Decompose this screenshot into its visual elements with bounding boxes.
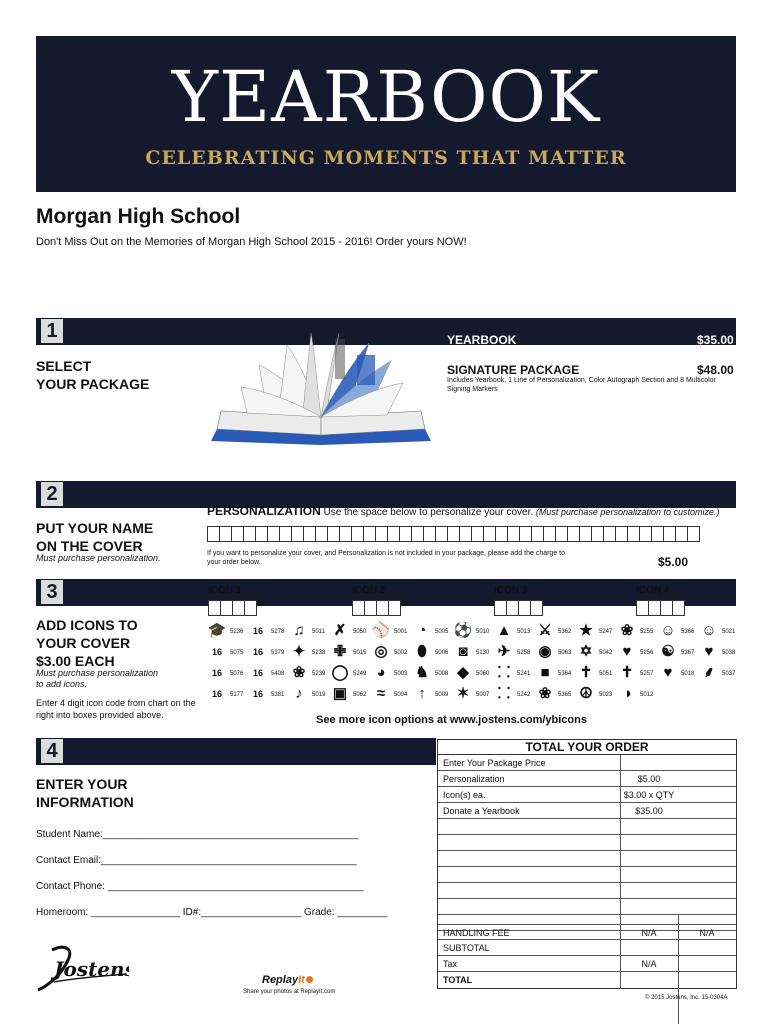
- section-2-note: Must purchase personalization.: [36, 553, 161, 563]
- section-3-heading-line2: YOUR COVER: [36, 635, 131, 651]
- icon-chart-entry: [289, 664, 335, 682]
- icon-chart-entry: [330, 643, 376, 661]
- icon-chart-entry: [494, 643, 540, 661]
- banner-subtitle: CELEBRATING MOMENTS THAT MATTER: [145, 147, 627, 169]
- icon-3-code-boxes[interactable]: [494, 600, 542, 616]
- svg-text:Jostens: Jostens: [54, 957, 129, 981]
- order-total-table: [437, 739, 737, 989]
- icon-code: 5062: [353, 692, 367, 698]
- icon-code: 5008: [435, 671, 449, 677]
- section-1-heading-line1: SELECT: [36, 358, 92, 374]
- order-row-donate[interactable]: [438, 803, 736, 819]
- 2016-year-icon: 16: [252, 647, 263, 657]
- icon-chart-entry: [494, 664, 540, 682]
- signature-package-price: $48.00: [697, 363, 734, 377]
- order-row-package[interactable]: [438, 755, 736, 771]
- personalization-fine-print: If you want to personalize your cover, and Personalization is not included in your package, please add the charge to your order below.: [207, 550, 566, 566]
- icon-chart-entry: [576, 664, 622, 682]
- order-row-personalization[interactable]: [438, 771, 736, 787]
- icon-code: 5011: [312, 629, 325, 635]
- icon-code: 5042: [599, 650, 613, 656]
- icon-chart-entry: [699, 664, 745, 682]
- order-row-blank[interactable]: [438, 867, 736, 883]
- subtotal-label: SUBTOTAL: [443, 943, 490, 953]
- icon-chart-entry: [412, 685, 458, 703]
- order-row-label: Personalization: [443, 774, 505, 784]
- icon-chart-entry: [207, 643, 253, 661]
- yin-yang-icon: ☯: [661, 643, 675, 660]
- signature-package-label: SIGNATURE PACKAGE: [447, 363, 580, 377]
- icon-chart-entry: [371, 622, 417, 640]
- icon-chart-entry: [699, 643, 745, 661]
- icon-1-label: ICON 1: [208, 585, 242, 596]
- section-4-number: 4: [41, 739, 63, 763]
- school-name: Morgan High School: [36, 205, 241, 228]
- section-1-heading: [36, 357, 149, 393]
- peace-sign-icon: ☮: [579, 685, 593, 702]
- icon-code: 5258: [517, 650, 531, 656]
- order-row-label: Enter Your Package Price: [443, 758, 546, 768]
- icon-code: 5012: [640, 692, 654, 698]
- icon-chart-entry: [617, 664, 663, 682]
- icon-chart-entry: [289, 622, 335, 640]
- icon-code: 5018: [681, 671, 695, 677]
- baseball-icon: ⚾: [371, 622, 391, 639]
- icon-chart-entry: [412, 643, 458, 661]
- icon-chart-entry: [699, 622, 745, 640]
- section-2-heading-line2: ON THE COVER: [36, 538, 143, 554]
- order-table-title: TOTAL YOUR ORDER: [438, 740, 736, 755]
- icon-code: 5003: [394, 671, 408, 677]
- personalization-hint: Use the space below to personalize your cover.: [323, 507, 534, 518]
- cheerleader-icon: ❀: [292, 664, 306, 681]
- copyright: © 2015 Jostens, Inc. 15-0304A: [645, 995, 728, 1001]
- replayit-brand: Replay: [262, 974, 299, 986]
- yearbook-banner: [36, 36, 736, 192]
- icon-chart-entry: [289, 643, 335, 661]
- icon-chart-entry: [576, 685, 622, 703]
- icon-price: $3.00 EACH: [36, 653, 115, 669]
- order-row-icons[interactable]: [438, 787, 736, 803]
- 2016-year-icon: 16: [252, 668, 263, 678]
- section-2-number: 2: [41, 482, 63, 506]
- football-helmet-icon: ◕: [376, 664, 386, 681]
- icon-chart-entry: [658, 643, 704, 661]
- icon-code: 5038: [722, 650, 736, 656]
- icon-code: 5023: [599, 692, 613, 698]
- volleyball-icon: ◔: [417, 622, 427, 639]
- tiger-icon: ◉: [538, 643, 552, 660]
- order-row-blank[interactable]: [438, 883, 736, 899]
- order-row-value: $3.00 x QTY: [623, 790, 675, 800]
- icon-chart-entry: [371, 643, 417, 661]
- section-4-heading-line1: ENTER YOUR: [36, 776, 128, 792]
- icon-chart-entry: [453, 664, 499, 682]
- section-3-number: 3: [41, 580, 63, 604]
- icon-code: 5005: [435, 629, 449, 635]
- personalization-character-boxes[interactable]: [207, 526, 699, 542]
- paw-print-icon: ⸬: [497, 664, 511, 681]
- section-1-heading-line2: YOUR PACKAGE: [36, 376, 150, 392]
- 2016-year-icon: 16: [211, 689, 222, 699]
- icon-chart-entry: [207, 622, 253, 640]
- handling-fee-value-2: N/A: [699, 928, 715, 938]
- icon-chart-entry: [658, 622, 704, 640]
- replayit-brand-accent: It: [298, 974, 305, 986]
- heart-icon: ♥: [663, 664, 673, 681]
- cross-icon: ✝: [620, 664, 634, 681]
- handling-fee-value: N/A: [641, 928, 657, 938]
- horse-icon: ♞: [415, 664, 429, 681]
- icon-code: 5076: [230, 671, 244, 677]
- order-row-label: Icon(s) ea.: [443, 790, 486, 800]
- section-4-bar: [36, 738, 436, 765]
- bear-icon: ■: [540, 664, 550, 681]
- icon-code: 5050: [353, 629, 367, 635]
- yearbook-option-price: $35.00: [697, 333, 734, 347]
- section-1-number: 1: [41, 319, 63, 343]
- icon-code: 5015: [353, 650, 367, 656]
- icon-code: 5130: [476, 650, 490, 656]
- personalization-instructions: [207, 504, 720, 518]
- icon-3-label: ICON 3: [494, 585, 528, 596]
- camera-icon: ▣: [332, 685, 348, 702]
- icon-code: 5365: [558, 692, 572, 698]
- icon-code: 5021: [722, 629, 736, 635]
- contact-phone-field[interactable]: Contact Phone: ______________________________________________: [36, 881, 364, 892]
- 2016-year-icon: 16: [252, 689, 263, 699]
- hornet-icon: ✶: [456, 685, 470, 702]
- section-2-heading-line1: PUT YOUR NAME: [36, 520, 154, 536]
- icon-chart-entry: [330, 622, 376, 640]
- icon-chart-entry: [535, 643, 581, 661]
- icon-chart-entry: [535, 622, 581, 640]
- order-row-blank[interactable]: [438, 835, 736, 851]
- icon-code: 5408: [271, 671, 285, 677]
- yearbook-option-label: YEARBOOK: [447, 333, 517, 347]
- section-3-instructions: Enter 4 digit icon code from chart on the right into boxes provided above.: [36, 698, 196, 720]
- star-icon: ★: [579, 622, 593, 639]
- icon-code: 5379: [271, 650, 285, 656]
- smiley-face-icon: ☺: [660, 622, 676, 639]
- icon-chart-entry: [330, 664, 376, 682]
- icon-2-label: ICON 2: [352, 585, 386, 596]
- icon-chart-entry: [248, 643, 294, 661]
- icon-chart-entry: [494, 685, 540, 703]
- replayit-dot-icon: [306, 976, 313, 983]
- order-row-tax[interactable]: [438, 956, 736, 972]
- section-3-heading-line1: ADD ICONS TO: [36, 617, 138, 633]
- section-4-heading-line2: INFORMATION: [36, 794, 134, 810]
- student-name-field[interactable]: Student Name:______________________________________________: [36, 829, 359, 840]
- jumper-icon: ↑: [418, 685, 426, 702]
- icon-code: 5009: [435, 692, 449, 698]
- icon-chart-entry: [412, 664, 458, 682]
- icon-code: 5239: [312, 671, 326, 677]
- icon-code: 5063: [558, 650, 572, 656]
- icon-4-label: ICON 4: [636, 585, 670, 596]
- icon-code: 5364: [558, 671, 572, 677]
- order-row-blank[interactable]: [438, 899, 736, 915]
- order-row-handling[interactable]: [438, 924, 736, 940]
- icon-code: 5367: [681, 650, 695, 656]
- icon-code: 5256: [640, 650, 654, 656]
- icon-code: 5007: [476, 692, 490, 698]
- icon-chart-entry: [535, 685, 581, 703]
- mask-icon: ◑: [622, 685, 632, 702]
- icon-chart-entry: [248, 622, 294, 640]
- section-3-heading: [36, 616, 138, 670]
- heart-icon: ♥: [622, 643, 632, 660]
- icon-chart-entry: [535, 664, 581, 682]
- icon-code: 5242: [517, 692, 531, 698]
- tennis-icon: ◯: [331, 664, 349, 681]
- icon-code: 5278: [271, 629, 285, 635]
- icon-chart-entry: [412, 622, 458, 640]
- icon-code: 5381: [271, 692, 285, 698]
- guitar-icon: ♫: [293, 622, 305, 639]
- tax-value: N/A: [641, 959, 657, 969]
- football-icon: ⬮: [417, 643, 427, 660]
- icon-code: 5001: [394, 629, 408, 635]
- icon-code: 5238: [312, 650, 326, 656]
- signature-package-description: Includes Yearbook, 1 Line of Personalization, Color Autograph Section and 8 Multicolor Signing Markers: [447, 377, 716, 393]
- eagle-icon: ✈: [497, 643, 511, 660]
- icon-code: 5060: [476, 671, 490, 677]
- jostens-logo: [34, 942, 129, 998]
- tax-label: Tax: [443, 959, 458, 969]
- icon-code: 5004: [394, 692, 408, 698]
- replayit-tagline: Share your photos at ReplayIt.com: [243, 989, 336, 995]
- 2016-year-icon: 16: [211, 668, 222, 678]
- icon-code: 5257: [640, 671, 654, 677]
- icon-code: 5006: [435, 650, 449, 656]
- icon-code: 5002: [394, 650, 408, 656]
- handling-fee-label: HANDLING FEE: [443, 928, 510, 938]
- elephant-icon: ◙: [458, 643, 468, 660]
- icon-code: 5366: [681, 629, 695, 635]
- icon-code: 5051: [599, 671, 613, 677]
- personalization-hint-italic: (Must purchase personalization to customize.): [535, 507, 720, 517]
- icon-chart-entry: [207, 685, 253, 703]
- icon-chart-entry: [617, 685, 663, 703]
- icon-2-code-boxes[interactable]: [352, 600, 400, 616]
- icon-code: 5249: [353, 671, 367, 677]
- icon-code: 5247: [599, 629, 613, 635]
- soccer-ball-icon: ⚽: [453, 622, 473, 639]
- wolf-icon: ▲: [496, 622, 512, 639]
- icon-chart-entry: [617, 622, 663, 640]
- more-icons-link[interactable]: See more icon options at www.jostens.com/ybicons: [316, 714, 587, 726]
- section-3-note: Must purchase personalization to add icons.: [36, 668, 159, 689]
- icon-chart-entry: [248, 685, 294, 703]
- tagline: Don't Miss Out on the Memories of Morgan High School 2015 - 2016! Order yours NOW!: [36, 236, 467, 248]
- 2016-year-icon: 16: [211, 647, 222, 657]
- section-4-heading: [36, 775, 134, 811]
- icon-code: 5075: [230, 650, 244, 656]
- icon-chart-entry: [207, 664, 253, 682]
- hockey-sticks-icon: ✙: [333, 643, 347, 660]
- palm-tree-icon: ⸙: [703, 664, 715, 681]
- section-2-heading: [36, 519, 153, 555]
- icon-code: 5255: [640, 629, 654, 635]
- icon-4-code-boxes[interactable]: [636, 600, 684, 616]
- fish-icon: ❀: [538, 685, 552, 702]
- music-notes-icon: ♪: [295, 685, 303, 702]
- order-row-blank[interactable]: [438, 819, 736, 835]
- icon-chart-entry: [494, 622, 540, 640]
- order-row-value: $5.00: [637, 774, 661, 784]
- 2016-year-icon: 16: [252, 626, 263, 636]
- contact-email-field[interactable]: Contact Email:______________________________________________: [36, 855, 357, 866]
- icon-chart-entry: [576, 622, 622, 640]
- icon-chart-entry: [617, 643, 663, 661]
- star-of-david-icon: ✡: [579, 643, 593, 660]
- icon-chart-entry: [371, 664, 417, 682]
- icon-chart-entry: [289, 685, 335, 703]
- cross-icon: ✝: [579, 664, 593, 681]
- basketball-icon: ◎: [374, 643, 388, 660]
- icon-code: 5013: [517, 629, 531, 635]
- homeroom-id-grade-fields[interactable]: Homeroom: ________________ ID#:__________________ Grade: _________: [36, 907, 388, 918]
- icon-code: 5236: [230, 629, 244, 635]
- dancer-icon: ✦: [292, 643, 306, 660]
- order-row-total[interactable]: [438, 972, 736, 988]
- bulldog-icon: ◆: [457, 664, 469, 681]
- icon-chart-entry: [453, 643, 499, 661]
- icon-chart-entry: [658, 664, 704, 682]
- icon-chart-entry: [453, 622, 499, 640]
- icon-code: 5037: [722, 671, 736, 677]
- icon-chart-entry: [330, 685, 376, 703]
- icon-1-code-boxes[interactable]: [208, 600, 256, 616]
- personalization-label: PERSONALIZATION: [207, 504, 321, 518]
- icon-code: 5241: [517, 671, 531, 677]
- icon-chart-entry: [453, 685, 499, 703]
- graduation-cap-icon: 🎓: [207, 622, 227, 639]
- replayit-logo: [262, 974, 313, 986]
- icon-code: 5010: [476, 629, 490, 635]
- order-row-label: Donate a Yearbook: [443, 806, 520, 816]
- total-label: TOTAL: [443, 975, 473, 985]
- paw-print-icon: ⸬: [497, 685, 511, 702]
- heart-icon: ♥: [704, 643, 714, 660]
- order-row-subtotal[interactable]: [438, 940, 736, 956]
- icon-code: 5019: [312, 692, 326, 698]
- crossed-bats-icon: ✗: [333, 622, 347, 639]
- icon-chart-entry: [371, 685, 417, 703]
- icon-chart-entry: [576, 643, 622, 661]
- open-book-illustration: [207, 325, 435, 449]
- icon-code: 5177: [230, 692, 244, 698]
- martial-arts-icon: ⚔: [538, 622, 552, 639]
- icon-code: 5362: [558, 629, 572, 635]
- order-row-blank[interactable]: [438, 851, 736, 867]
- icon-code-chart: [207, 622, 740, 706]
- order-row-value: $35.00: [635, 806, 663, 816]
- personalization-price: $5.00: [658, 555, 689, 569]
- banner-title: YEARBOOK: [171, 56, 601, 138]
- swimmer-icon: ≈: [376, 685, 386, 702]
- maple-leaf-icon: ❀: [620, 622, 634, 639]
- smiley-face-icon: ☺: [701, 622, 717, 639]
- icon-chart-entry: [248, 664, 294, 682]
